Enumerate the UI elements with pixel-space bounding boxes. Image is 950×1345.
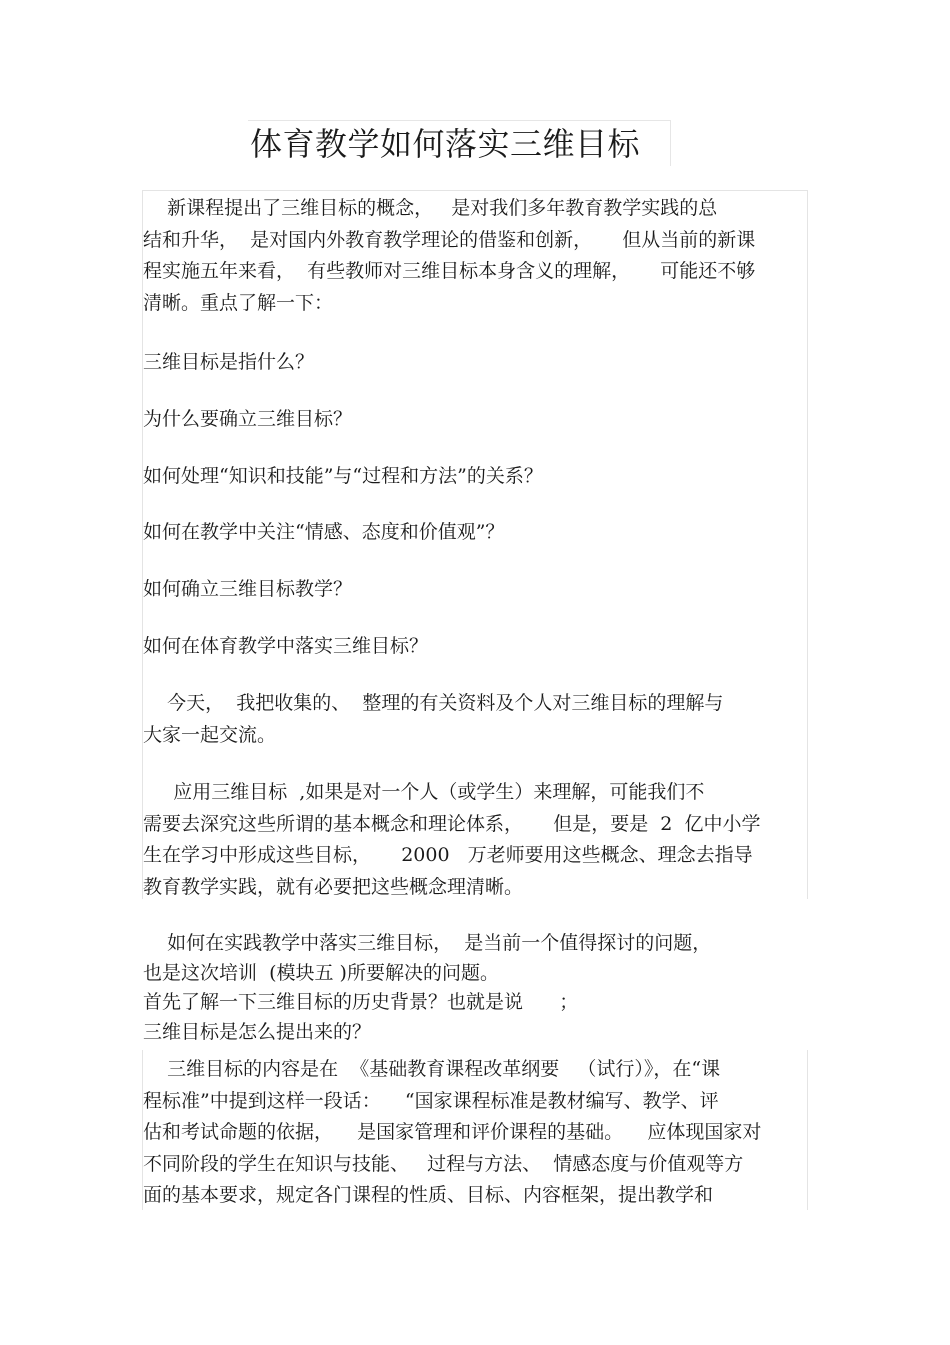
text-line: 不同阶段的学生在知识与技能、 过程与方法、 情感态度与价值观等方 xyxy=(143,1152,744,1175)
text-line: 面的基本要求，规定各门课程的性质、目标、内容框架，提出教学和 xyxy=(143,1184,714,1206)
intro-paragraph xyxy=(143,193,755,319)
text-line: 程标准”中提到这样一段话： “国家课程标准是教材编写、教学、评 xyxy=(143,1089,719,1112)
question-6: 如何在体育教学中落实三维目标？ xyxy=(143,635,429,657)
text-line: 大家一起交流。 xyxy=(143,723,277,746)
text-line: 也是这次培训 (模块五 )所要解决的问题。 xyxy=(143,961,499,984)
text-line: 如何在实践教学中落实三维目标， 是当前一个值得探讨的问题， xyxy=(143,932,712,954)
question-1: 三维目标是指什么？ xyxy=(143,351,315,373)
text-line: 程实施五年来看， 有些教师对三维目标本身含义的理解， 可能还不够 xyxy=(143,260,756,282)
text-line: 生在学习中形成这些目标， 2000 万老师要用这些概念、理念去指导 xyxy=(143,844,753,866)
apply-paragraph xyxy=(143,777,760,903)
practice-paragraph xyxy=(143,928,711,1046)
text-line: 估和考试命题的依据， 是国家管理和评价课程的基础。 应体现国家对 xyxy=(143,1121,762,1143)
question-2: 为什么要确立三维目标？ xyxy=(143,408,353,430)
today-paragraph xyxy=(143,688,723,751)
text-line: 应用三维目标 ,如果是对一个人（或学生）来理解，可能我们不 xyxy=(143,781,705,803)
question-5: 如何确立三维目标教学？ xyxy=(143,578,353,600)
text-line: 教育教学实践，就有必要把这些概念理清晰。 xyxy=(143,875,524,898)
document-title: 体育教学如何落实三维目标 xyxy=(250,125,641,163)
text-line: 清晰。重点了解一下： xyxy=(143,291,334,314)
text-line: 三维目标是怎么提出来的？ xyxy=(143,1020,372,1043)
text-line: 结和升华， 是对国内外教育教学理论的借鉴和创新， 但从当前的新课 xyxy=(143,228,756,251)
text-line: 首先了解一下三维目标的历史背景？也就是说 ； xyxy=(143,991,579,1013)
question-3: 如何处理“知识和技能”与“过程和方法”的关系？ xyxy=(143,465,543,487)
text-line: 需要去深究这些所谓的基本概念和理论体系， 但是，要是 2 亿中小学 xyxy=(143,812,761,835)
text-line: 三维目标的内容是在 《基础教育课程改革纲要 （试行）》，在“课 xyxy=(143,1058,721,1080)
question-4: 如何在教学中关注“情感、态度和价值观”？ xyxy=(143,521,505,543)
content-paragraph xyxy=(143,1054,761,1212)
text-line: 新课程提出了三维目标的概念， 是对我们多年教育教学实践的总 xyxy=(143,197,718,219)
text-line: 今天， 我把收集的、 整理的有关资料及个人对三维目标的理解与 xyxy=(143,692,724,714)
